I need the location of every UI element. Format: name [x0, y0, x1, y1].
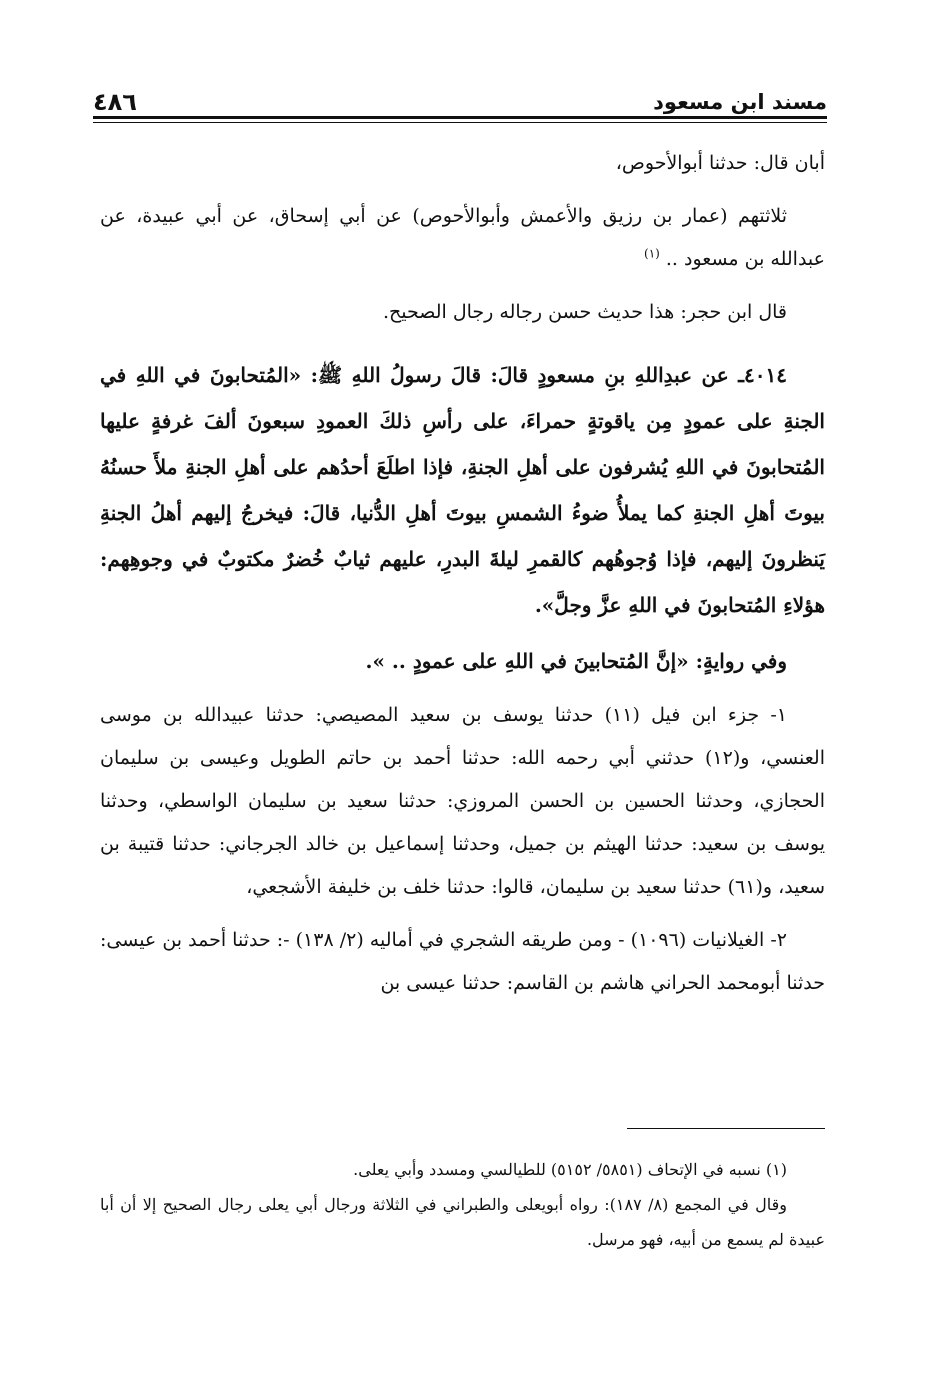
hadith-4014: ٤٠١٤ـ عن عبدِاللهِ بنِ مسعودٍ قالَ: قالَ رسولُ اللهِ ﷺ: «المُتحابونَ في اللهِ في الجنةِ على عمودٍ مِن ياقوتةٍ حمراءَ، على رأسِ ذلكَ العمودِ سبعونَ ألفَ غرفةٍ عليها المُتحابونَ في اللهِ يُشرفون على أهلِ الجنةِ، فإذا اطلَعَ أحدُهم على أهلِ الجنةِ ملأَ حسنُهُ بيوتَ أهلِ الجنةِ كما يملأُ ضوءُ الشمسِ بيوتَ أهلِ الدُّنيا، قالَ: فيخرجُ إليهم أهلُ الجنةِ يَنظرونَ إليهم، فإذا وُجوهُهم كالقمرِ ليلةَ البدرِ، عليهم ثيابٌ خُضرٌ مكتوبٌ في وجوهِهم: هؤلاءِ المُتحابونَ في اللهِ عزَّ وجلَّ».	[100, 363, 825, 617]
paragraph-thalathatuhum-text: ثلاثتهم (عمار بن رزيق والأعمش وأبوالأحوص) عن أبي إسحاق، عن أبي عبيدة، عن عبدالله بن مسعود ..	[100, 205, 825, 270]
paragraph-aban: أبان قال: حدثنا أبوالأحوص،	[615, 152, 825, 174]
hadith-riwaya: وفي روايةٍ: «إنَّ المُتحابينَ في اللهِ على عمودٍ .. ».	[365, 649, 787, 673]
running-title: مسند ابن مسعود	[653, 90, 827, 114]
takhrij-1: ١- جزء ابن فيل (١١) حدثنا يوسف بن سعيد المصيصي: حدثنا عبيدالله بن موسى العنسي، و(١٢) حدثني أبي رحمه الله: حدثنا أحمد بن حاتم الطويل وعيسى بن سليمان الحجازي، وحدثنا الحسين بن الحسن المروزي: حدثنا سعيد بن سليمان الواسطي، وحدثنا يوسف بن سعيد: حدثنا الهيثم بن جميل، وحدثنا إسماعيل بن خالد الجرجاني: حدثنا قتيبة بن سعيد، و(٦١) حدثنا سعيد بن سليمان، قالوا: حدثنا خلف بن خليفة الأشجعي،	[100, 704, 826, 898]
header-rule-thin	[93, 122, 827, 123]
footnote-separator	[627, 1128, 825, 1129]
paragraph-thalathatuhum	[100, 195, 825, 281]
main-text	[100, 142, 825, 1015]
footnotes	[100, 1152, 825, 1257]
paragraph-ibn-hajar: قال ابن حجر: هذا حديث حسن رجاله رجال الصحيح.	[382, 301, 787, 323]
footnote-ref-1[interactable]: (١)	[644, 246, 660, 261]
page-number: ٤٨٦	[93, 88, 137, 116]
footnote-1-continued: وقال في المجمع (٨/ ١٨٧): رواه أبويعلى والطبراني في الثلاثة ورجال أبي يعلى رجال الصحيح إلا أن أبا عبيدة لم يسمع من أبيه، فهو مرسل.	[100, 1195, 825, 1249]
page-header	[93, 84, 827, 114]
footnote-1: (١) نسبه في الإتحاف (٥٨٥١/ ٥١٥٢) للطيالسي ومسدد وأبي يعلى.	[353, 1160, 787, 1179]
takhrij-2: ٢- الغيلانيات (١٠٩٦) - ومن طريقه الشجري في أماليه (٢/ ١٣٨) -: حدثنا أحمد بن عيسى: حدثنا أبومحمد الحراني هاشم بن القاسم: حدثنا عيسى بن	[100, 929, 825, 994]
header-rule-thick	[93, 116, 827, 119]
